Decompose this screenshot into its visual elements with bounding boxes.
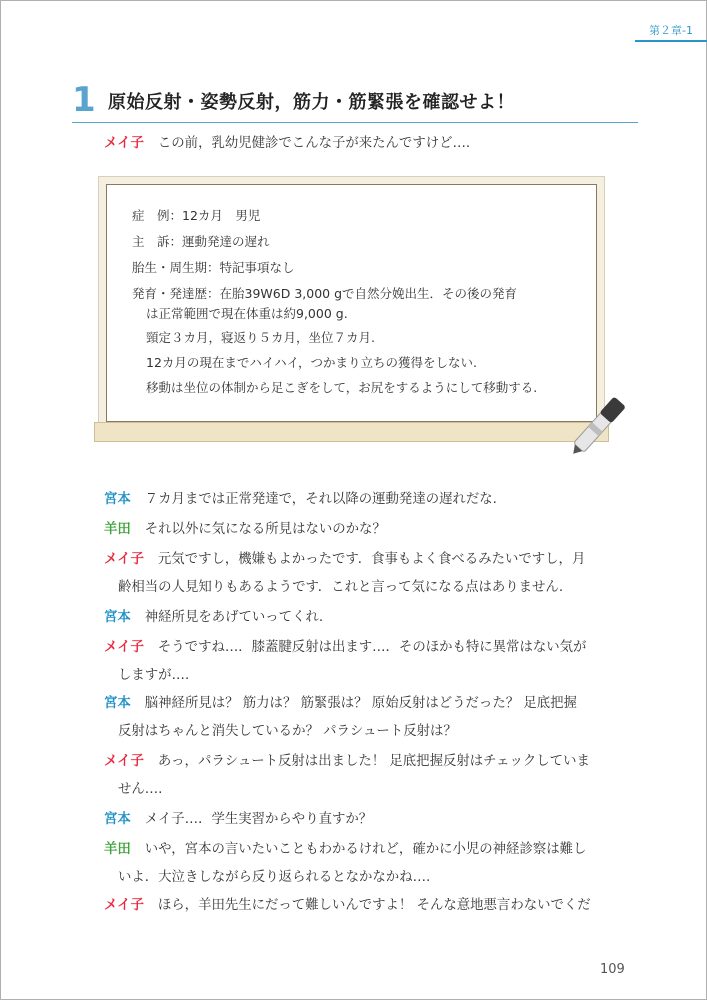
line-text: ７カ月までは正常発達で，それ以降の運動発達の遅れだな. [144,492,497,507]
line-text: 脳神経所見は？ 筋力は？ 筋緊張は？ 原始反射はどうだった？ 足底把握 [144,696,577,711]
speaker-label: メイ子 [104,552,144,567]
speaker-label: メイ子 [104,754,144,769]
line-text: いや，宮本の言いたいこともわかるけれど，確かに小児の神経診察は難し [144,842,587,857]
dialogue-line [104,892,644,920]
speaker-label: 羊田 [104,842,131,857]
line-text: そうですね…．膝蓋腱反射は出ます…．そのほかも特に異常はない気が [157,640,587,655]
case-line: 胎生・周生期：特記事項なし [132,260,295,275]
line-text-cont: 齢相当の人見知りもあるようです．これと言って気になる点はありません. [118,580,564,595]
dialogue-line [104,604,644,632]
line-text: ほら，羊田先生にだって難しいんですよ！ そんな意地悪言わないでくだ [157,898,591,913]
case-line: は正常範囲で現在体重は約9,000 g. [146,306,348,321]
page-number: 109 [600,962,625,977]
line-text: 神経所見をあげていってくれ. [144,610,324,625]
line-text: 元気ですし，機嫌もよかったです．食事もよく食べるみたいですし，月 [157,552,586,567]
marker-pen-icon [560,384,640,464]
speaker-label: 宮本 [104,812,131,827]
speaker-label: 宮本 [104,492,131,507]
speaker-label: メイ子 [104,898,144,913]
dialogue-line [104,546,644,602]
case-line: 症 例：12カ月 男児 [132,208,261,223]
section-heading [72,78,638,123]
case-line: 12カ月の現在までハイハイ，つかまり立ちの獲得をしない. [146,355,478,370]
speaker-label: メイ子 [104,640,144,655]
dialogue-line [104,836,644,892]
dialogue-line [104,690,644,746]
line-text-cont: せん…. [118,782,163,797]
case-board-ledge [94,422,609,442]
speaker-label: メイ子 [104,136,144,151]
intro-line [104,130,644,158]
chapter-tab: 第２章-1 [635,22,707,42]
dialogue-line [104,634,644,690]
line-text: それ以外に気になる所見はないのかな？ [144,522,386,537]
case-line: 頸定３カ月，寝返り５カ月，坐位７カ月. [146,330,375,345]
speaker-label: 宮本 [104,696,131,711]
case-line: 主 訴：運動発達の遅れ [132,234,270,249]
dialogue-line [104,486,644,514]
case-line: 発育・発達歴：在胎39W6D 3,000 gで自然分娩出生．その後の発育 [132,286,518,301]
line-text-cont: しますが…. [118,668,190,683]
dialogue-line [104,748,644,804]
case-line: 移動は坐位の体制から足こぎをして，お尻をするようにして移動する. [146,380,538,395]
speaker-label: 羊田 [104,522,131,537]
line-text-cont: いよ．大泣きしながら反り返られるとなかなかね…. [118,870,431,885]
section-number: 1 [72,80,96,120]
line-text: この前，乳幼児健診でこんな子が来たんですけど…. [157,136,471,151]
line-text: あっ，パラシュート反射は出ました！ 足底把握反射はチェックしていま [157,754,590,769]
line-text-cont: 反射はちゃんと消失しているか？ パラシュート反射は？ [118,724,457,739]
dialogue-line [104,806,644,834]
dialogue-line [104,516,644,544]
line-text: メイ子…．学生実習からやり直すか？ [144,812,373,827]
section-title: 原始反射・姿勢反射，筋力・筋緊張を確認せよ！ [108,92,515,113]
speaker-label: 宮本 [104,610,131,625]
